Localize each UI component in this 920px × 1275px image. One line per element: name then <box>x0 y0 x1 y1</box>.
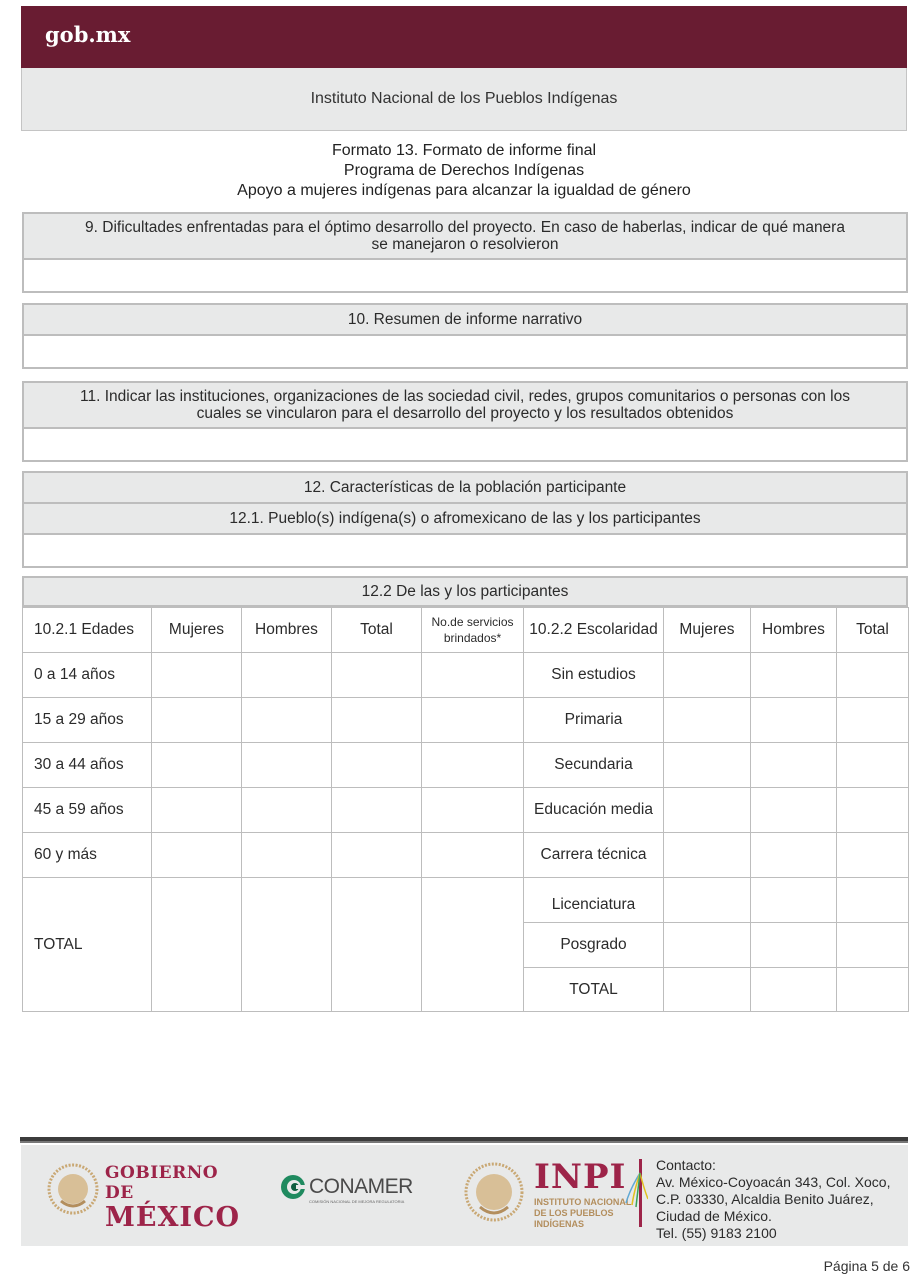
conamer-text: CONAMER <box>309 1175 413 1198</box>
input-cell[interactable] <box>151 742 242 788</box>
input-cell[interactable] <box>421 652 524 698</box>
input-cell[interactable] <box>836 832 909 878</box>
edu-row-label: Sin estudios <box>523 652 664 698</box>
section-10-heading: 10. Resumen de informe narrativo <box>24 305 906 336</box>
input-cell[interactable] <box>750 742 837 788</box>
input-cell[interactable] <box>663 832 751 878</box>
age-total-label: TOTAL <box>22 877 152 1012</box>
input-cell[interactable] <box>836 697 909 743</box>
page-number: Página 5 de 6 <box>823 1258 910 1274</box>
header-total: Total <box>331 607 422 653</box>
input-cell[interactable] <box>663 922 751 968</box>
input-cell[interactable] <box>331 652 422 698</box>
conamer-icon <box>279 1171 307 1203</box>
contact-label: Contacto: <box>656 1157 716 1173</box>
header-hombres: Hombres <box>241 607 332 653</box>
input-cell[interactable] <box>836 877 909 923</box>
input-cell[interactable] <box>331 877 422 1012</box>
inpi-subtitle: INSTITUTO NACIONAL DE LOS PUEBLOS INDÍGENAS <box>534 1197 632 1229</box>
conamer-subtitle: COMISIÓN NACIONAL DE MEJORA REGULATORIA <box>309 1199 405 1204</box>
section-11-field[interactable] <box>24 429 906 460</box>
section-10 <box>22 303 908 369</box>
section-9 <box>22 212 908 293</box>
section-12 <box>22 471 908 568</box>
footer <box>21 1145 908 1246</box>
edu-total-label: TOTAL <box>523 967 664 1012</box>
age-row-label: 60 y más <box>22 832 152 878</box>
input-cell[interactable] <box>750 697 837 743</box>
input-cell[interactable] <box>663 652 751 698</box>
input-cell[interactable] <box>331 697 422 743</box>
title-program: Programa de Derechos Indígenas <box>343 162 585 179</box>
input-cell[interactable] <box>241 787 332 833</box>
inpi-logo <box>464 1157 632 1230</box>
input-cell[interactable] <box>421 787 524 833</box>
input-cell[interactable] <box>750 922 837 968</box>
institute-banner: Instituto Nacional de los Pueblos Indígenas <box>21 68 907 131</box>
age-row-label: 0 a 14 años <box>22 652 152 698</box>
age-row-label: 30 a 44 años <box>22 742 152 788</box>
input-cell[interactable] <box>750 652 837 698</box>
header-servicios: No.de servicios brindados* <box>421 607 524 653</box>
input-cell[interactable] <box>151 697 242 743</box>
contact-address: Av. México-Coyoacán 343, Col. Xoco, <box>656 1174 891 1190</box>
ribbon-staff-icon <box>624 1159 648 1227</box>
header-edu-mujeres: Mujeres <box>663 607 751 653</box>
contact-postal: C.P. 03330, Alcaldia Benito Juárez, <box>656 1191 874 1207</box>
input-cell[interactable] <box>663 697 751 743</box>
edu-row-label: Educación media <box>523 787 664 833</box>
section-12-1-field[interactable] <box>24 535 906 566</box>
section-11 <box>22 381 908 462</box>
input-cell[interactable] <box>241 697 332 743</box>
header-bar <box>21 6 907 68</box>
edu-row-label: Licenciatura <box>523 877 664 923</box>
title-format: Formato 13. Formato de informe final <box>331 142 597 159</box>
edu-row-label: Posgrado <box>523 922 664 968</box>
input-cell[interactable] <box>663 787 751 833</box>
section-9-heading: 9. Dificultades enfrentadas para el óptimo desarrollo del proyecto. En caso de haberlas, indicar de qué manera se manejaron o resolvieron <box>24 214 906 260</box>
input-cell[interactable] <box>151 652 242 698</box>
gobmx-logo: gob.mx <box>45 22 131 47</box>
age-row-label: 45 a 59 años <box>22 787 152 833</box>
gobierno-logo <box>47 1161 241 1233</box>
input-cell[interactable] <box>241 652 332 698</box>
input-cell[interactable] <box>151 877 242 1012</box>
section-12-heading: 12. Características de la población participante <box>24 473 906 504</box>
input-cell[interactable] <box>663 877 751 923</box>
document-titles <box>0 141 920 201</box>
input-cell[interactable] <box>421 742 524 788</box>
section-12-1-heading: 12.1. Pueblo(s) indígena(s) o afromexicano de las y los participantes <box>24 504 906 535</box>
input-cell[interactable] <box>421 697 524 743</box>
contact-info <box>656 1157 891 1242</box>
header-edades: 10.2.1 Edades <box>22 607 152 653</box>
input-cell[interactable] <box>836 787 909 833</box>
input-cell[interactable] <box>663 742 751 788</box>
header-escolaridad: 10.2.2 Escolaridad <box>523 607 664 653</box>
header-edu-total: Total <box>836 607 909 653</box>
input-cell[interactable] <box>421 877 524 1012</box>
section-10-field[interactable] <box>24 336 906 367</box>
input-cell[interactable] <box>836 967 909 1012</box>
section-9-field[interactable] <box>24 260 906 291</box>
input-cell[interactable] <box>421 832 524 878</box>
edu-row-label: Carrera técnica <box>523 832 664 878</box>
input-cell[interactable] <box>151 832 242 878</box>
input-cell[interactable] <box>836 652 909 698</box>
input-cell[interactable] <box>241 742 332 788</box>
input-cell[interactable] <box>836 922 909 968</box>
input-cell[interactable] <box>331 742 422 788</box>
footer-divider <box>20 1137 908 1143</box>
input-cell[interactable] <box>331 832 422 878</box>
coat-of-arms-icon <box>47 1161 99 1217</box>
edu-row-label: Primaria <box>523 697 664 743</box>
section-11-heading: 11. Indicar las instituciones, organizaciones de las sociedad civil, redes, grupos comunitarios o personas con los cuales se vincularon para el desarrollo del proyecto y los resultados obtenidos <box>24 383 906 429</box>
input-cell[interactable] <box>836 742 909 788</box>
input-cell[interactable] <box>663 967 751 1012</box>
inpi-text: INPI <box>534 1157 627 1197</box>
input-cell[interactable] <box>331 787 422 833</box>
gobierno-text: GOBIERNO DE <box>105 1163 219 1203</box>
input-cell[interactable] <box>750 832 837 878</box>
input-cell[interactable] <box>241 832 332 878</box>
input-cell[interactable] <box>750 967 837 1012</box>
input-cell[interactable] <box>750 787 837 833</box>
input-cell[interactable] <box>750 877 837 923</box>
conamer-logo <box>279 1171 413 1208</box>
header-mujeres: Mujeres <box>151 607 242 653</box>
age-row-label: 15 a 29 años <box>22 697 152 743</box>
header-edu-hombres: Hombres <box>750 607 837 653</box>
contact-phone: Tel. (55) 9183 2100 <box>656 1225 777 1241</box>
coat-of-arms-icon <box>464 1159 524 1225</box>
contact-city: Ciudad de México. <box>656 1208 772 1224</box>
participants-table-title: 12.2 De las y los participantes <box>22 576 908 607</box>
mexico-text: MÉXICO <box>105 1202 241 1233</box>
title-support: Apoyo a mujeres indígenas para alcanzar la igualdad de género <box>237 182 691 199</box>
edu-row-label: Secundaria <box>523 742 664 788</box>
input-cell[interactable] <box>241 877 332 1012</box>
input-cell[interactable] <box>151 787 242 833</box>
